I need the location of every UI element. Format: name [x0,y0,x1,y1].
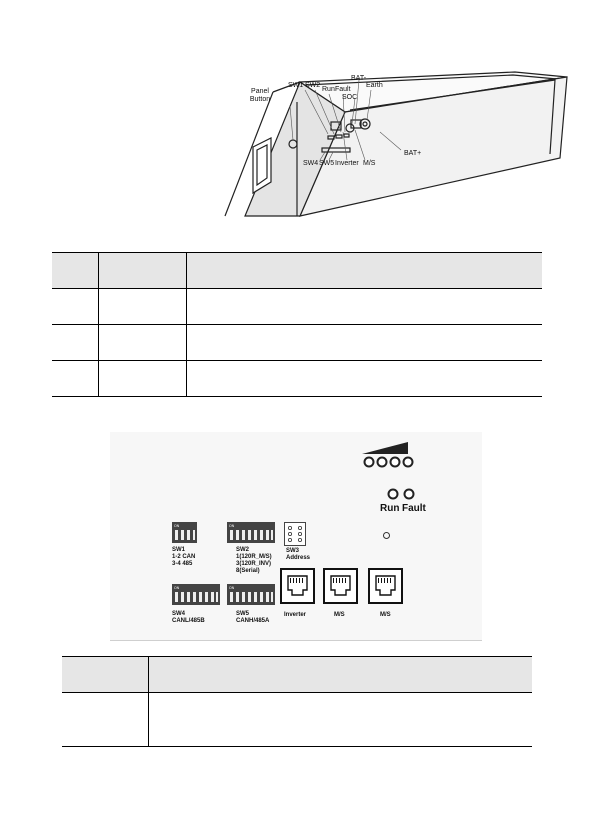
fault-led [405,490,414,499]
label-panel-button-line2: Button [249,96,271,103]
run-led [389,490,398,499]
label-panel-button-line1: Panel [251,88,269,95]
ms-port-1-label: M/S [334,612,345,618]
sw2-on-mark: ON [229,524,235,528]
figure-divider [110,640,482,641]
label-ms: M/S [363,160,376,167]
sw1-line2: 3-4 485 [172,561,193,567]
label-sw5: SW5 [319,160,335,167]
table-bottom-header-cell-2 [149,657,533,693]
table-top [52,252,542,397]
sw1-title: SW1 [172,547,186,553]
sw1-line1: 1-2 CAN [172,554,196,560]
label-sw4: SW4 [303,160,319,167]
table-top-header-cell-3 [187,253,543,289]
label-panel-button [247,88,273,104]
sw2-title: SW2 [236,547,250,553]
sw3-label [286,548,310,562]
label-fault: Fault [335,86,351,93]
sw3-address-switch[interactable] [284,522,306,546]
soc-led-3 [391,458,400,467]
table-row [52,289,542,325]
label-inverter: Inverter [335,160,359,167]
run-label: Run [380,503,400,514]
sw5-line1: CANH/485A [236,618,270,624]
ms-port-1[interactable] [323,568,358,604]
table-bottom-header-row [62,657,532,693]
soc-led-4 [404,458,413,467]
sw1-label [172,547,195,568]
label-bat-plus: BAT+ [404,150,422,157]
fault-label: Fault [402,503,426,514]
sw4-dip-switch[interactable] [172,584,220,605]
inverter-port-label: Inverter [284,612,307,618]
table-row [52,361,542,397]
battery-module-drawing [205,62,585,220]
sw5-title: SW5 [236,611,250,617]
ms-port-2-label: M/S [380,612,391,618]
soc-gauge-icon [362,442,408,454]
table-cell [52,325,99,361]
sw3-line1: Address [286,555,311,561]
sw2-dip-switch[interactable] [227,522,275,543]
sw2-line3: 8(Serial) [236,568,260,574]
sw5-dip-switch[interactable] [227,584,275,605]
table-cell [187,325,543,361]
label-sw1: SW1 [288,82,304,89]
soc-indicator [360,440,420,470]
sw5-on-mark: ON [229,586,235,590]
soc-led-1 [365,458,374,467]
table-row [52,325,542,361]
sw4-label [172,611,205,625]
sw1-on-mark: ON [174,524,180,528]
table-top-header-row [52,253,542,289]
sw2-line2: 3(120R_INV) [236,561,272,567]
table-top-header-cell-2 [99,253,187,289]
table-cell [99,325,187,361]
table-cell [62,693,149,747]
table-top-header-cell-1 [52,253,99,289]
label-earth: Earth [366,82,383,89]
ms-port-2[interactable] [368,568,403,604]
table-bottom [62,656,532,747]
table-bottom-header-cell-1 [62,657,149,693]
sw1-dip-switch[interactable] [172,522,197,543]
sw4-title: SW4 [172,611,186,617]
sw4-line1: CANL/485B [172,618,205,624]
table-row [62,693,532,747]
soc-led-2 [378,458,387,467]
panel-button[interactable] [383,532,390,539]
inverter-port[interactable] [280,568,315,604]
label-bat-minus: BAT- [351,75,367,82]
label-soc: SOC [342,94,358,101]
table-cell [149,693,533,747]
table-cell [99,361,187,397]
sw3-title: SW3 [286,548,300,554]
table-cell [99,289,187,325]
sw2-label [236,547,272,575]
sw4-on-mark: ON [174,586,180,590]
label-sw2: SW2 [305,82,321,89]
sw5-label [236,611,269,625]
sw2-line1: 1(120R_M/S) [236,554,272,560]
table-cell [187,361,543,397]
status-leds [384,486,420,502]
table-cell [52,289,99,325]
table-cell [52,361,99,397]
table-cell [187,289,543,325]
label-run: Run [322,86,335,93]
